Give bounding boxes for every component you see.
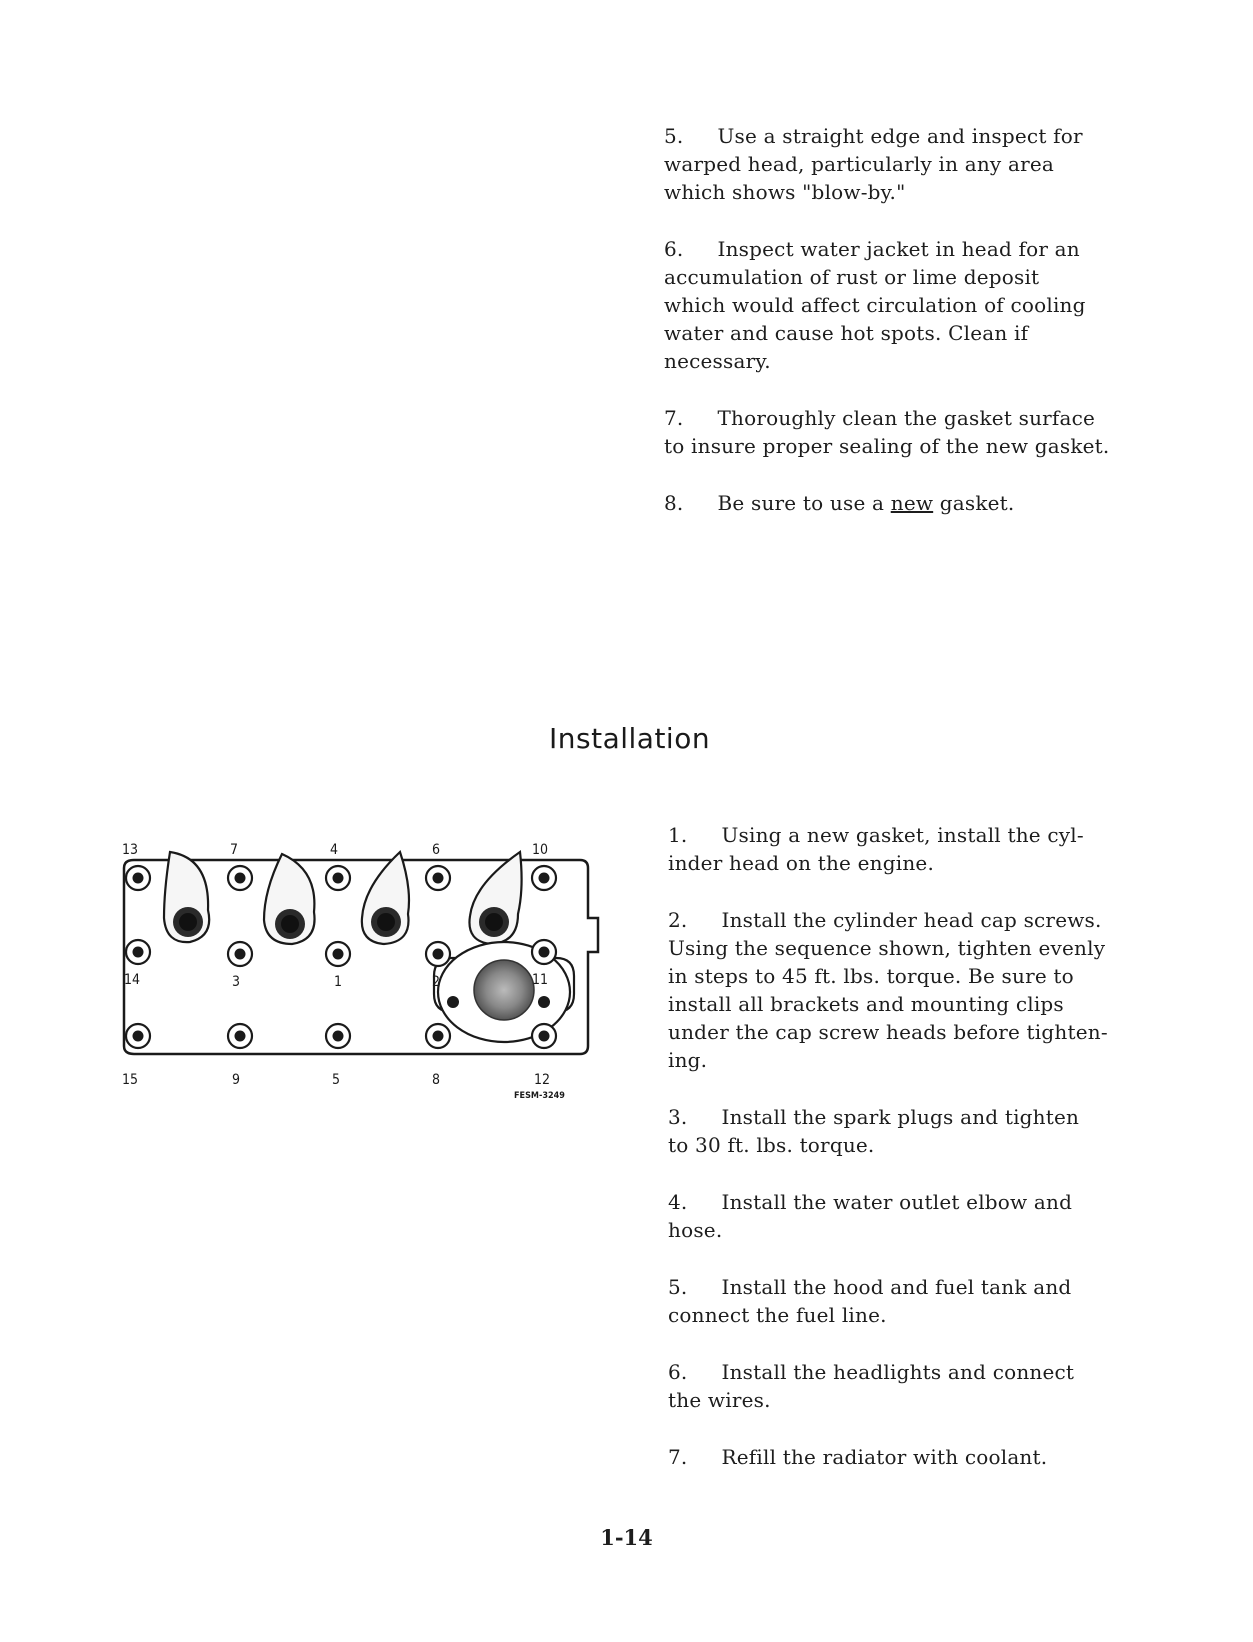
step-number: 6. bbox=[664, 237, 684, 261]
step-number: 6. bbox=[668, 1360, 688, 1384]
step-text: Install the cylinder head cap screws. Using the sequence shown, tighten evenly in steps to 45 ft. lbs. torque. Be sure to install all brackets and mounting clips under the cap screw heads before tighten- ing. bbox=[668, 908, 1108, 1072]
step-number: 5. bbox=[668, 1275, 688, 1299]
step-text: Install the spark plugs and tighten to 30 ft. lbs. torque. bbox=[668, 1105, 1080, 1157]
label-4: 4 bbox=[330, 842, 339, 858]
step-number: 1. bbox=[668, 823, 688, 847]
top-step-6 bbox=[664, 235, 1164, 375]
top-step-5 bbox=[664, 122, 1164, 206]
label-12: 12 bbox=[534, 1072, 551, 1088]
step-text: Install the water outlet elbow and hose. bbox=[668, 1190, 1073, 1242]
cylinder-head-torque-sequence-figure bbox=[112, 840, 602, 1100]
label-10: 10 bbox=[532, 842, 549, 858]
bolt-10 bbox=[532, 866, 556, 890]
bolt-3 bbox=[228, 942, 252, 966]
inspection-steps-column bbox=[664, 122, 1164, 546]
step-text: Using a new gasket, install the cyl- inder head on the engine. bbox=[668, 823, 1084, 875]
step-number: 8. bbox=[664, 491, 684, 515]
step-number: 5. bbox=[664, 124, 684, 148]
step-number: 7. bbox=[668, 1445, 688, 1469]
top-step-7 bbox=[664, 404, 1164, 460]
install-step-6 bbox=[668, 1358, 1168, 1414]
step-text: Thoroughly clean the gasket surface to insure proper sealing of the new gasket. bbox=[664, 406, 1110, 458]
step-number: 3. bbox=[668, 1105, 688, 1129]
label-8: 8 bbox=[432, 1072, 441, 1088]
bolt-1 bbox=[326, 942, 350, 966]
install-step-4 bbox=[668, 1188, 1168, 1244]
install-step-2 bbox=[668, 906, 1168, 1074]
label-11: 11 bbox=[532, 972, 549, 988]
step-text-post: gasket. bbox=[933, 491, 1015, 515]
bolt-12 bbox=[532, 1024, 556, 1048]
bolt-6 bbox=[426, 866, 450, 890]
install-step-5 bbox=[668, 1273, 1168, 1329]
step-text: Refill the radiator with coolant. bbox=[721, 1445, 1048, 1469]
label-2: 2 bbox=[432, 974, 441, 990]
step-text: Install the hood and fuel tank and connect the fuel line. bbox=[668, 1275, 1072, 1327]
figure-code: FESM-3249 bbox=[514, 1091, 565, 1100]
bolt-11 bbox=[532, 940, 556, 964]
step-text: Use a straight edge and inspect for warped head, particularly in any area which shows "blow-by." bbox=[664, 124, 1083, 204]
step-text: Install the headlights and connect the wires. bbox=[668, 1360, 1075, 1412]
top-step-8 bbox=[664, 489, 1164, 517]
bolt-2 bbox=[426, 942, 450, 966]
bolt-5 bbox=[326, 1024, 350, 1048]
label-5: 5 bbox=[332, 1072, 341, 1088]
step-text-emphasis: new bbox=[890, 491, 934, 515]
step-number: 7. bbox=[664, 406, 684, 430]
bolt-15 bbox=[126, 1024, 150, 1048]
step-number: 2. bbox=[668, 908, 688, 932]
label-6: 6 bbox=[432, 842, 441, 858]
bolt-7 bbox=[228, 866, 252, 890]
cylinder-head-diagram bbox=[112, 840, 602, 1100]
bolt-9 bbox=[228, 1024, 252, 1048]
label-13: 13 bbox=[122, 842, 139, 858]
install-step-7 bbox=[668, 1443, 1168, 1471]
install-step-3 bbox=[668, 1103, 1168, 1159]
installation-steps-column bbox=[668, 821, 1168, 1500]
bolt-4 bbox=[326, 866, 350, 890]
step-number: 4. bbox=[668, 1190, 688, 1214]
label-15: 15 bbox=[122, 1072, 139, 1088]
label-7: 7 bbox=[230, 842, 239, 858]
label-3: 3 bbox=[232, 974, 241, 990]
bolt-8 bbox=[426, 1024, 450, 1048]
label-14: 14 bbox=[124, 972, 141, 988]
step-text: Inspect water jacket in head for an accumulation of rust or lime deposit which would affect circulation of cooling water and cause hot spots. Clean if necessary. bbox=[664, 237, 1086, 373]
install-step-1 bbox=[668, 821, 1168, 877]
installation-heading: Installation bbox=[549, 722, 711, 755]
label-1: 1 bbox=[334, 974, 343, 990]
bolt-14 bbox=[126, 940, 150, 964]
step-text-pre: Be sure to use a bbox=[717, 491, 891, 515]
label-9: 9 bbox=[232, 1072, 241, 1088]
bolt-13 bbox=[126, 866, 150, 890]
page-number: 1-14 bbox=[600, 1525, 653, 1550]
